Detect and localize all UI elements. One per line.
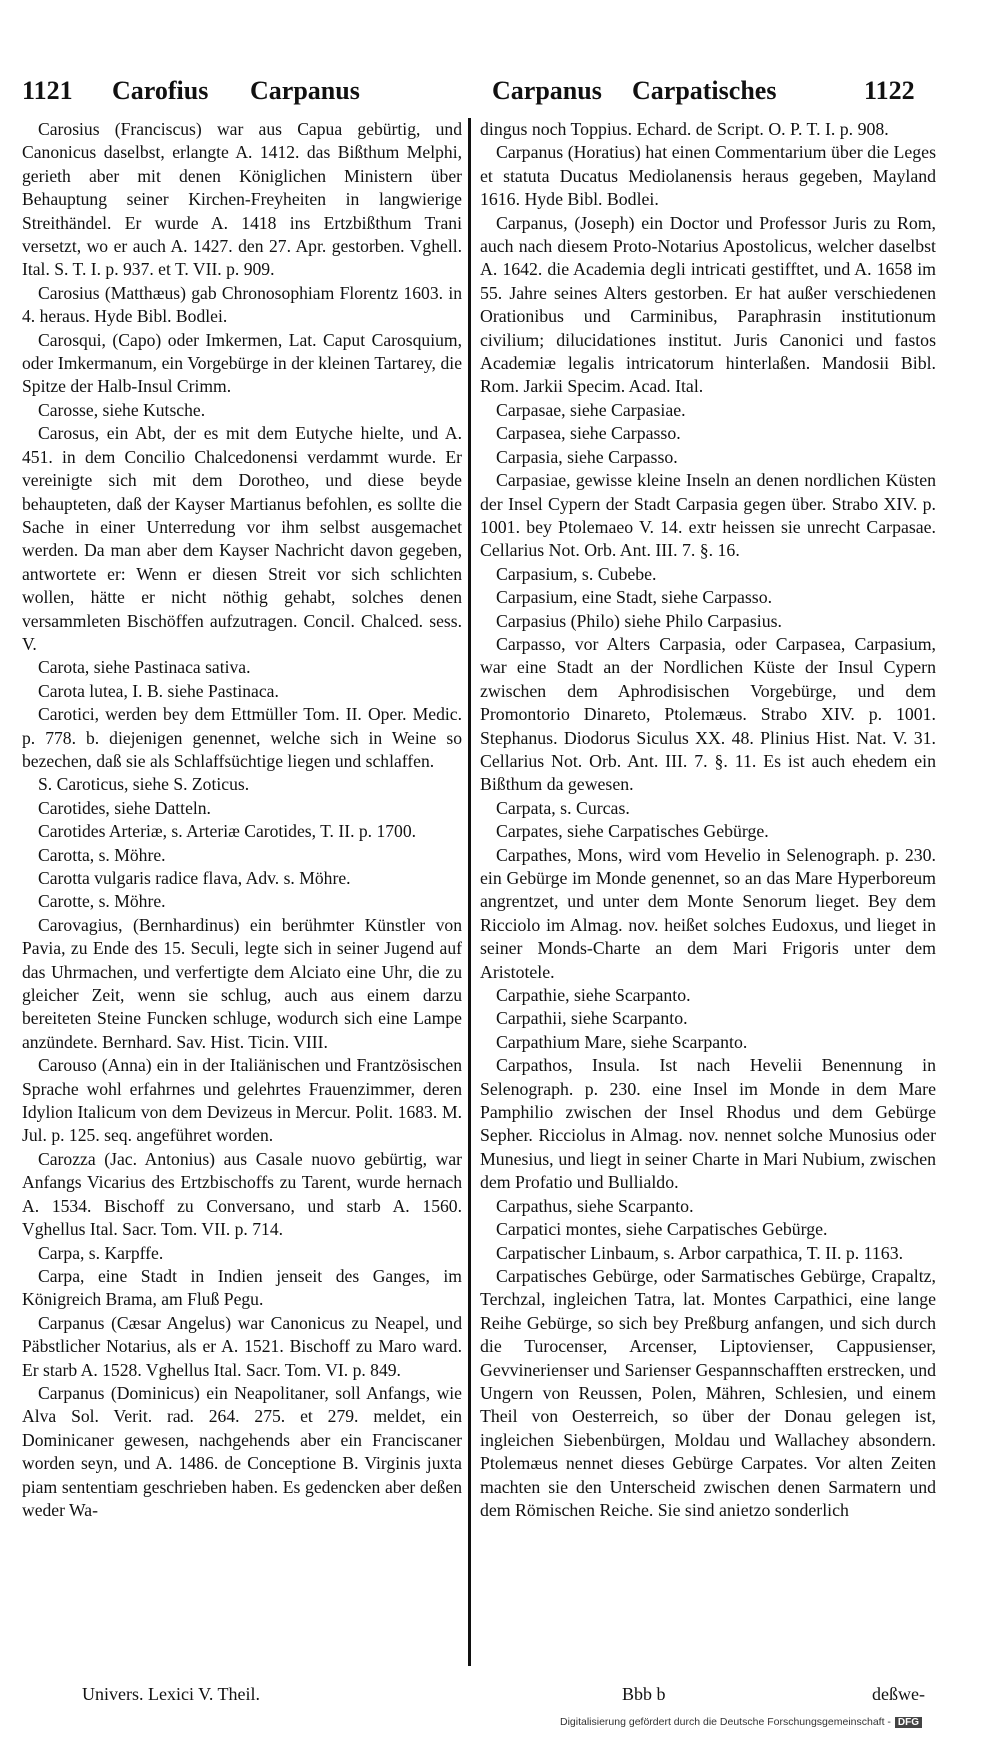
entry: Carpasium, s. Cubebe.: [496, 563, 657, 584]
page-number-left: 1121: [22, 76, 73, 105]
entry: Carozza (Jac. Antonius) aus Casale nuovo gebürtig, war Anfangs Vicarius des Ertzbischoffs zu Tarent, wurde hernach A. 1534. Bischoff zu Conversano, und starb A. 1560. Vghellus Ital. Sacr. Tom. VII. p. 714.: [22, 1148, 462, 1240]
entry: Carotta vulgaris radice flava, Adv. s. Möhre.: [38, 868, 351, 888]
header-word-2: Carpanus: [250, 76, 360, 105]
entry: Carpa, eine Stadt in Indien jenseit des Ganges, im Königreich Brama, am Fluß Pegu.: [22, 1265, 462, 1310]
page-number-right: 1122: [864, 76, 915, 105]
digitization-credit: [560, 1716, 960, 1734]
entry: Carpanus, (Joseph) ein Doctor und Professor Juris zu Rom, auch nach diesem Proto-Notarius Apostolicus, welcher daselbst A. 1642. die Academia degli intricati gestifftet, und A. 1658 im 55. Jahre seines Alters gestorben. Er hat außer verschiedenen Orationibus und Carminibus, Paraphrasin institutionum civilium; dilucidationes institut. Juris Canonici und fastos Academiæ legalis intricatorum hinterlaßen. Mandosii Bibl. Rom. Jarkii Specim. Acad. Ital.: [480, 212, 936, 397]
entry: Carouso (Anna) ein in der Italiänischen und Frantzösischen Sprache wohl erfahrnes und gelehrtes Frauenzimmer, deren Idylion Italicum von dem Devizeus in Mercur. Polit. 1683. M. Jul. p. 125. seq. angeführet worden.: [22, 1055, 462, 1146]
header-word-4: Carpatisches: [632, 76, 777, 105]
entry: Carota, siehe Pastinaca sativa.: [38, 657, 251, 678]
entry: Carotte, s. Möhre.: [38, 891, 166, 912]
entry: Carosius (Franciscus) war aus Capua gebürtig, und Canonicus daselbst, erlangte A. 1412. das Bißthum Melphi, gerieth aber mit denen Königlichen Ministern über Behauptung seiner Kirchen-Freyheiten in langwierige Streithändel. Er wurde A. 1418 ins Ertzbißthum Trani versetzt, wo er auch A. 1427. den 27. Apr. gestorben. Vghell. Ital. S. T. I. p. 937. et T. VII. p. 909.: [22, 119, 462, 280]
entry: S. Caroticus, siehe S. Zoticus.: [38, 774, 250, 795]
entry: Carotta, s. Möhre.: [38, 844, 166, 865]
entry: Carpathus, siehe Scarpanto.: [496, 1195, 694, 1216]
entry: Carosius (Matthæus) gab Chronosophiam Florentz 1603. in 4. heraus. Hyde Bibl. Bodlei.: [22, 282, 462, 327]
header-word-3: Carpanus: [492, 76, 602, 105]
entry: Carpathes, Mons, wird vom Hevelio in Selenograph. p. 230. ein Gebürge im Monde genennet, so an das Mare Hyperboreum angrentzet, und unter dem Monte Senorum lieget. Bey dem Ricciolo im Almag. nov. heißet solches Eudoxus, und lieget in seiner Monds-Charte an dem Mari Frigoris unter dem Aristotele.: [480, 844, 936, 982]
entry: Carpasiae, gewisse kleine Inseln an denen nordlichen Küsten der Insel Cypern der Stadt Carpasia gegen über. Strabo XIV. p. 1001. bey Ptolemaeo V. 14. extr heissen sie unrecht Carpasae. Cellarius Not. Orb. Ant. III. 7. §. 16.: [480, 470, 936, 561]
entry: Carotici, werden bey dem Ettmüller Tom. II. Oper. Medic. p. 778. b. diejenigen genennet, welche sich in Weine so bezechen, daß sie als Schlaffsüchtige liegen und schlaffen.: [22, 704, 462, 771]
entry: dingus noch Toppius. Echard. de Script. O. P. T. I. p. 908.: [480, 119, 889, 139]
left-column: [22, 118, 462, 1666]
entry: Carpanus (Dominicus) ein Neapolitaner, soll Anfangs, wie Alva Sol. Verit. rad. 264. 275. et 279. meldet, ein Dominicaner gewesen, nachgehends aber ein Franciscaner worden seyn, und A. 1486. de Conceptione B. Virginis juxta piam sententiam geschrieben haben. Es gedencken aber deßen weder Wa-: [22, 1382, 462, 1520]
entry: Carpa, s. Karpffe.: [38, 1242, 164, 1263]
entry: Carosus, ein Abt, der es mit dem Eutyche hielte, und A. 451. in dem Concilio Chalcedonensi verdammt wurde. Er vereinigte sich mit dem Dorotheo, und diese beyde behaupteten, daß der Kayser Martianus befohlen, es sollte die Sache in einer Unterredung vor ihm selbst ausgemachet werden. Da man aber dem Kayser Nachricht davon gegeben, antwortete er: Wenn er diesen Streit vor sich schlichten wollen, hätte er nicht nöthig gehabt, solches denen versammleten Bischöffen aufzutragen. Concil. Chalced. sess. V.: [22, 423, 462, 654]
running-header: [22, 68, 942, 110]
credit-text: Digitalisierung gefördert durch die Deutsche Forschungsgemeinschaft -: [560, 1716, 891, 1728]
entry: Carosqui, (Capo) oder Imkermen, Lat. Caput Carosquium, oder Imkermanum, ein Vorgebürge in der kleinen Tartarey, die Spitze der Halb-Insul Crimm.: [22, 329, 462, 397]
column-divider: [468, 118, 471, 1666]
entry: Carpasius (Philo) siehe Philo Carpasius.: [496, 610, 782, 631]
entry: Carosse, siehe Kutsche.: [38, 399, 206, 420]
right-column: [480, 118, 936, 1666]
page-footer: [22, 1684, 942, 1714]
entry: Carotides, siehe Datteln.: [38, 797, 211, 818]
entry: Carpanus (Horatius) hat einen Commentarium über die Leges et statuta Ducatus Mediolanensis heraus gegeben, Mayland 1616. Hyde Bibl. Bodlei.: [480, 142, 936, 210]
entry: Carpata, s. Curcas.: [496, 797, 630, 818]
footer-signature: Bbb b: [622, 1684, 666, 1704]
dfg-logo: DFG: [895, 1717, 922, 1728]
entry: Carpatisches Gebürge, oder Sarmatisches Gebürge, Crapaltz, Terchzal, ingleichen Tatra, lat. Montes Carpathici, eine lange Reihe Gebürge, so sich bey Preßburg anfangen, und sich durch die Turocenser, Arcenser, Liptovienser, Cappusienser, Gevvinerienser und Sarienser Gespannschafften erstrecken, und Ungern von Reussen, Polen, Mähren, Schlesien, und einem Theil von Oesterreich, so über der Donau gelegen ist, ingleichen Siebenbürgen, Moldau und Wallachey absondern. Ptolemæus nennet dieses Gebürge Carpates. Vor alten Zeiten machten sie den Unterscheid zwischen denen Sarmatern und dem Römischen Reiche. Sie sind anietzo sonderlich: [480, 1265, 936, 1520]
entry: Carpasium, eine Stadt, siehe Carpasso.: [496, 587, 773, 608]
footer-catchword: deßwe-: [872, 1684, 925, 1704]
entry: Carpatischer Linbaum, s. Arbor carpathica, T. II. p. 1163.: [496, 1242, 904, 1263]
entry: Carpathium Mare, siehe Scarpanto.: [496, 1031, 748, 1052]
entry: Carpathos, Insula. Ist nach Hevelii Benennung in Selenograph. p. 230. eine Insel im Monde in dem Mare Pamphilio zwischen der Insel Rhodus und dem Gebürge Sepher. Ricciolus in Almag. nov. nennet solche Munosius oder Munesius, und liegt in seiner Charte in Mari Nubium, zwischen dem Profatio und Bullialdo.: [480, 1055, 936, 1193]
entry: Carpasia, siehe Carpasso.: [496, 446, 678, 467]
header-word-1: Carofius: [112, 76, 209, 105]
entry: Carpathie, siehe Scarpanto.: [496, 985, 691, 1006]
footer-volume: Univers. Lexici V. Theil.: [82, 1684, 260, 1704]
entry: Carovagius, (Bernhardinus) ein berühmter Künstler von Pavia, zu Ende des 15. Seculi, legte sich in seiner Jugend auf das Uhrmachen, und verfertigte dem Alciato eine Uhr, die zu gleicher Zeit, wenn sie schlug, auch aus einem darzu bereiteten Steine Funcken schluge, wodurch sich eine Lampe anzündete. Bernhard. Sav. Hist. Ticin. VIII.: [22, 914, 462, 1052]
entry: Carpanus (Cæsar Angelus) war Canonicus zu Neapel, und Päbstlicher Notarius, als er A. 1521. Bischoff zu Maro ward. Er starb A. 1528. Vghellus Ital. Sacr. Tom. VI. p. 849.: [22, 1312, 462, 1380]
entry: Carpasea, siehe Carpasso.: [496, 423, 681, 444]
entry: Carpathii, siehe Scarpanto.: [496, 1008, 688, 1029]
entry: Carpatici montes, siehe Carpatisches Gebürge.: [496, 1219, 828, 1240]
entry: Carpates, siehe Carpatisches Gebürge.: [496, 821, 769, 842]
entry: Carpasso, vor Alters Carpasia, oder Carpasea, Carpasium, war eine Stadt an der Nordlichen Küste der Insul Cypern zwischen dem Aphrodisischen Vorgebürge, und dem Promontorio Dinareto, Ptolemæus. Strabo XIV. p. 1001. Stephanus. Diodorus Siculus XX. 48. Plinius Hist. Nat. V. 31. Cellarius Not. Orb. Ant. III. 7. §. 11. Es ist auch ehedem ein Bißthum da gewesen.: [480, 633, 936, 795]
entry: Carotides Arteriæ, s. Arteriæ Carotides, T. II. p. 1700.: [38, 821, 417, 842]
entry: Carpasae, siehe Carpasiae.: [496, 399, 686, 420]
entry: Carota lutea, I. B. siehe Pastinaca.: [38, 680, 279, 701]
